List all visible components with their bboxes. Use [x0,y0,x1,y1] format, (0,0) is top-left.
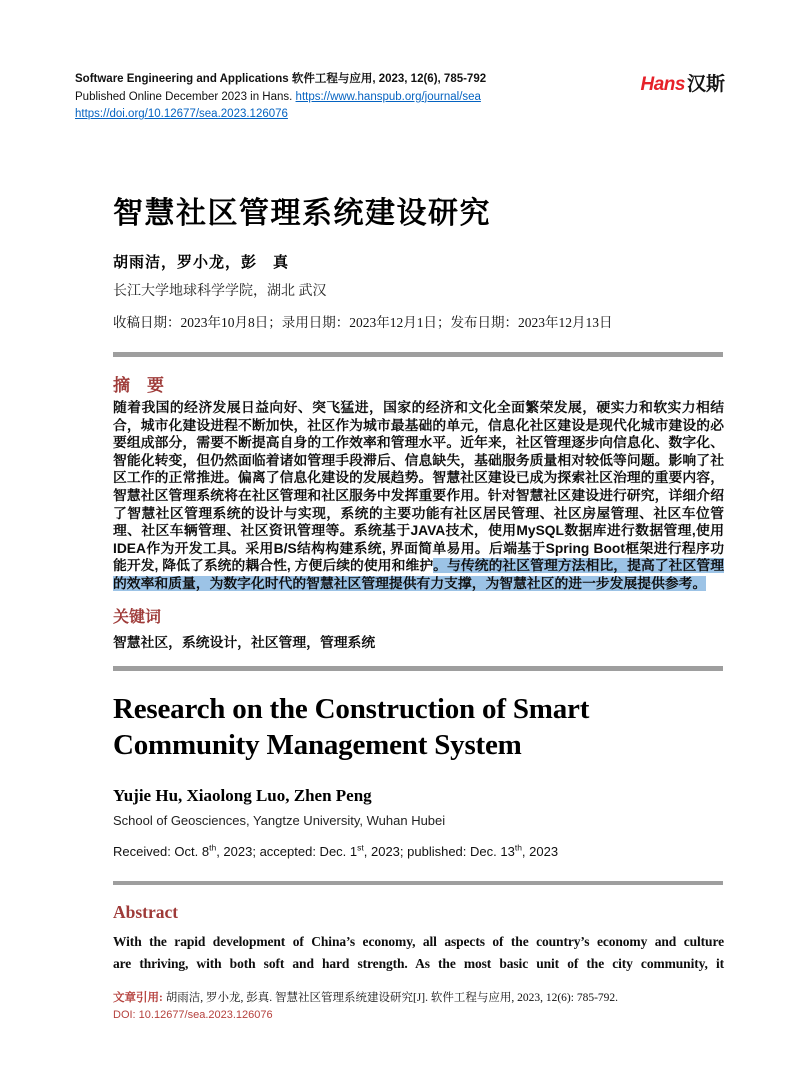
received-part: , 2023; published: Dec. 13 [363,844,515,859]
published-prefix: Published Online December 2023 in Hans. [75,90,296,103]
published-line [75,89,620,107]
en-authors: Yujie Hu, Xiaolong Luo, Zhen Peng [113,786,372,805]
doi-line [75,106,620,124]
en-abstract-line: With the rapid development of China’s economy, all aspects of the country’s economy and culture [113,934,724,949]
citation-text: 胡雨洁, 罗小龙, 彭真. 智慧社区管理系统建设研究[J]. 软件工程与应用, 2023, 12(6): 785-792. [165,992,619,1004]
hans-logo-cjk: 汉斯 [686,74,725,95]
footer-doi: DOI: 10.12677/sea.2023.126076 [113,1009,273,1021]
section-rule-middle [113,666,723,671]
cn-keywords-heading: 关键词 [113,609,162,626]
cn-abstract-text [113,399,724,593]
received-sup: th [514,842,522,853]
cn-dates-line: 收稿日期：2023年10月8日；录用日期：2023年12月1日；发布日期：2023年12月13日 [113,315,613,330]
citation-label: 文章引用: [113,992,166,1004]
cn-paper-title: 智慧社区管理系统建设研究 [113,197,491,230]
journal-header [75,71,620,124]
received-sup: th [209,842,217,853]
hans-logo-latin: Hans [640,74,685,95]
cn-abstract-heading: 摘 要 [113,376,164,395]
en-abstract-line: are thriving, with both soft and hard strength. As the most basic unit of the city community, it [113,955,724,971]
journal-url-link[interactable]: https://www.hanspub.org/journal/sea [295,90,481,103]
cn-keywords: 智慧社区，系统设计，社区管理，管理系统 [113,635,376,650]
cn-authors: 胡雨洁，罗小龙，彭 真 [113,255,290,271]
section-rule-top [113,352,723,357]
section-rule-bottom [113,881,723,885]
footer-citation [113,990,724,1007]
received-part: Received: Oct. 8 [113,844,210,859]
received-dates [113,844,558,859]
hans-logo [641,74,725,96]
received-part: , 2023 [521,844,559,859]
journal-title-line: Software Engineering and Applications 软件工程与应用, 2023, 12(6), 785-792 [75,73,487,85]
en-abstract-heading: Abstract [113,902,179,922]
received-part: , 2023; accepted: Dec. 1 [216,844,358,859]
doi-url-link[interactable]: https://doi.org/10.12677/sea.2023.126076 [75,108,288,121]
received-sup: st [357,842,364,853]
en-affiliation: School of Geosciences, Yangtze University, Wuhan Hubei [113,813,446,828]
cn-abstract-body: 随着我国的经济发展日益向好、突飞猛进，国家的经济和文化全面繁荣发展，硬实力和软实力相结合，城市化建设进程不断加快，社区作为城市最基础的单元，信息化社区建设是现代化城市建设的必要组成部分，需要不断提高自身的工作效率和管理水平。近年来，社区管理逐步向信息化、数字化、智能化转变，但仍然面临着诸如管理手段滞后、信息缺失，基础服务质量相对较低等问题。影响了社区工作的正常推进。偏离了信息化建设的发展趋势。智慧社区建设已成为探索社区治理的重要内容，智慧社区管理系统将在社区管理和社区服务中发挥重要作用。针对智慧社区建设进行研究，详细介绍了智慧社区管理系统的设计与实现，系统的主要功能有社区居民管理、社区房屋管理、社区车位管理、社区车辆管理、社区资讯管理等。系统基于JAVA技术，使用MySQL数据库进行数据管理,使用IDEA作为开发工具。采用B/S结构构建系统, 界面简单易用。后端基于Spring Boot框架进行程序功能开发, 降低了系统的耦合性, 方便后续的使用和维护 [113,400,724,574]
cn-abstract-highlight: 。与传统的社区管理方法相比，提高了社区管理的效率和质量，为数字化时代的智慧社区管理提供有力支撑，为智慧社区的进一步发展提供参考。 [113,558,724,591]
page-footer [113,990,724,1024]
cn-affiliation: 长江大学地球科学学院，湖北 武汉 [113,284,327,299]
en-abstract-text [113,931,724,974]
en-paper-title: Research on the Construction of Smart Community Management System [113,693,590,761]
